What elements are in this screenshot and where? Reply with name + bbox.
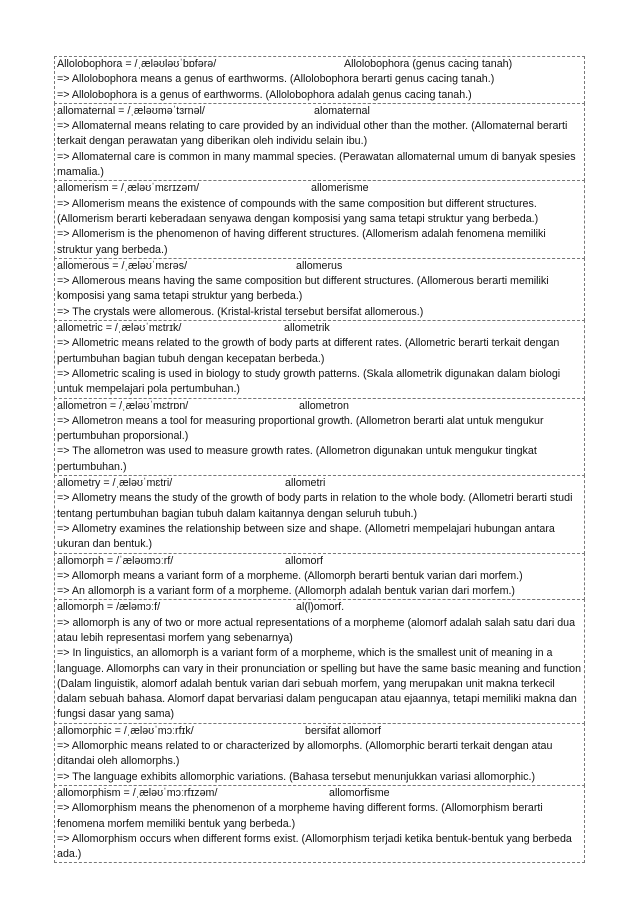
entry-definition: => Allomerous means having the same composition but different structures. (Allomerous berarti memiliki komposisi yang sama tetapi struktur yang berbeda.) [57, 275, 549, 303]
entry-term: allometry = /ˌæləʊˈmɛtri/ [57, 477, 173, 490]
entry-header [57, 259, 583, 274]
entry-allomerous [54, 258, 585, 321]
entry-definition: => Allometry means the study of the growth of body parts in relation to the whole body. (Allometri berarti studi tentang pertumbuhan bagian tubuh dalam kaitannya dengan seluruh tubuh.) [57, 492, 573, 520]
entry-example: => Allomorphism occurs when different forms exist. (Allomorphism terjadi ketika bentuk-bentuk yang berbeda ada.) [57, 832, 572, 861]
entry-allomorph [54, 553, 585, 601]
entry-definition: => allomorph is any of two or more actual representations of a morpheme (alomorf adalah salah satu dari dua atau lebih representasi morfem yang sebenarnya) [57, 616, 576, 644]
dictionary-page [54, 57, 585, 863]
entry-translation: allometron [299, 399, 349, 412]
entry-term: allomerous = /ˌæləʊˈmɛrəs/ [57, 259, 188, 272]
entry-example: => Allomaternal care is common in many mammal species. (Perawatan allomaternal umum di banyak spesies mamalia.) [57, 150, 576, 179]
entry-translation: allometrik [284, 322, 330, 335]
entry-definition: => Allomorph means a variant form of a morpheme. (Allomorph berarti bentuk varian dari morfem.) [57, 569, 523, 582]
entry-header [57, 399, 583, 414]
entry-example: => The crystals were allomerous. (Kristal-kristal tersebut bersifat allomerous.) [57, 305, 424, 318]
entry-translation: allomerus [296, 259, 343, 272]
entry-translation: allomorf [285, 554, 324, 567]
entry-definition: => Allometric means related to the growth of body parts at different rates. (Allometric berarti terkait dengan pertumbuhan bagian tubuh dengan kecepatan berbeda.) [57, 337, 560, 365]
entry-header [57, 786, 583, 801]
entry-term: allomerism = /ˌæləʊˈmɛrɪzəm/ [57, 182, 200, 195]
entry-allomaternal [54, 103, 585, 181]
entry-example: => The allometron was used to measure growth rates. (Allometron digunakan untuk mengukur tingkat pertumbuhan.) [57, 445, 537, 473]
entry-example: => In linguistics, an allomorph is a variant form of a morpheme, which is the smallest unit of meaning in a language. Allomorphs can vary in their pronunciation or spelling but have the same basic meaning and function (Dalam linguistik, alomorf adalah bentuk varian dari sebuah morfem, yang merupakan unit makna terkecil dalam sebuah bahasa. Alomorf dapat bervariasi dalam pengucapan atau ejaannya, tetapi memiliki makna dan fungsi dasar yang sama) [57, 647, 582, 721]
entry-header [57, 321, 583, 336]
entry-term: allomorphic = /ˌæləʊˈmɔːrfɪk/ [57, 724, 194, 737]
entry-definition: => Allometron means a tool for measuring proportional growth. (Allometron berarti alat untuk mengukur pertumbuhan proporsional.) [57, 414, 544, 443]
entry-translation: alomaternal [314, 104, 370, 117]
entry-header [57, 600, 583, 615]
entry-term: allomorph = /æləmɔːf/ [57, 601, 161, 614]
entry-definition: => Allomorphism means the phenomenon of a morpheme having different forms. (Allomorphism berarti fenomena morfem memiliki bentuk yang berbeda.) [57, 802, 543, 830]
entry-allomerism [54, 180, 585, 258]
entry-definition: => Allolobophora means a genus of earthworms. (Allolobophora berarti genus cacing tanah.) [57, 73, 495, 86]
entry-translation: al(l)omorf. [296, 601, 345, 614]
entry-definition: => Allomerism means the existence of compounds with the same composition but different structures. (Allomerism berarti keberadaan senyawa dengan komposisi yang sama tetapi struktur yang berbeda.) [57, 197, 539, 225]
entry-definition: => Allomaternal means relating to care provided by an individual other than the mother. (Allomaternal berarti terkait dengan perawatan yang diberikan oleh individu selain ibu.) [57, 120, 568, 148]
entry-allomorph-2 [54, 599, 585, 723]
entry-allomorphism [54, 785, 585, 863]
entry-allomorphic [54, 723, 585, 786]
entry-translation: allomorfisme [329, 786, 390, 799]
entry-allometric [54, 320, 585, 398]
entry-example: => Allometry examines the relationship between size and shape. (Allometri mempelajari hubungan antara ukuran dan bentuk.) [57, 522, 555, 551]
entry-term: allometron = /ˌæləʊˈmɛtrɒn/ [57, 399, 189, 412]
entry-header [57, 181, 583, 196]
entry-definition: => Allomorphic means related to or characterized by allomorphs. (Allomorphic berarti terkait dengan atau ditandai oleh allomorphs.) [57, 740, 553, 768]
entry-translation: Allolobophora (genus cacing tanah) [344, 58, 513, 70]
entry-header [57, 104, 583, 119]
entry-term: allomaternal = /ˌæləʊməˈtɜrnəl/ [57, 104, 205, 117]
entry-allolobophora [54, 56, 585, 104]
entry-allometry [54, 475, 585, 553]
entry-translation: allomerisme [311, 182, 369, 195]
entry-example: => Allolobophora is a genus of earthworms. (Allolobophora adalah genus cacing tanah.) [57, 88, 472, 101]
entry-header [57, 476, 583, 491]
entry-term: allomorph = /ˈæləʊmɔːrf/ [57, 554, 174, 567]
entry-translation: allometri [285, 477, 326, 490]
entry-example: => An allomorph is a variant form of a morpheme. (Allomorph adalah bentuk varian dari morfem.) [57, 585, 515, 598]
entry-example: => Allomerism is the phenomenon of having different structures. (Allomerism adalah fenomena memiliki struktur yang berbeda.) [57, 228, 546, 256]
entry-header [57, 724, 583, 739]
entry-term: Allolobophora = /ˌæləʊləʊˈbɒfərə/ [57, 58, 217, 70]
entry-example: => The language exhibits allomorphic variations. (Bahasa tersebut menunjukkan variasi allomorphic.) [57, 770, 536, 783]
entry-allometron [54, 398, 585, 476]
entry-term: allomorphism = /ˌæləʊˈmɔːrfɪzəm/ [57, 786, 218, 799]
entry-translation: bersifat allomorf [305, 724, 382, 737]
entry-term: allometric = /ˌæləʊˈmɛtrɪk/ [57, 322, 182, 335]
entry-header [57, 57, 583, 72]
entry-header [57, 554, 583, 569]
entry-example: => Allometric scaling is used in biology to study growth patterns. (Skala allometrik digunakan dalam biologi untuk mempelajari pola pertumbuhan.) [57, 367, 561, 396]
